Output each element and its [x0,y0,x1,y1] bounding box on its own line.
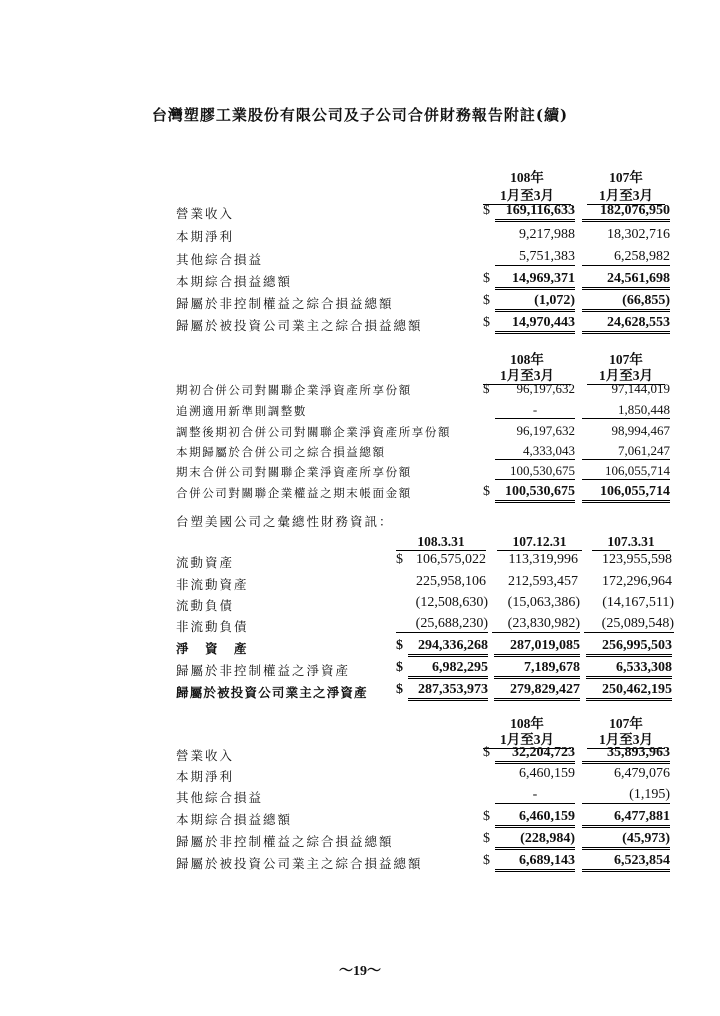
row-label: 期末合併公司對關聯企業淨資產所享份額 [176,465,412,479]
sec3-r2-c2: (15,063,386) [507,595,580,610]
sec1-r1-c1: 9,217,988 [519,227,575,242]
sec2-r5-c1: 100,530,675 [495,484,575,503]
sec4-r3-c1: 6,460,159 [495,809,575,828]
page-number: ～19～ [339,964,381,979]
sec3-intro: 台塑美國公司之彙總性財務資訊： [176,514,394,529]
dollar-sign: $ [396,552,403,567]
dollar-sign: $ [483,831,490,846]
row-label: 流動負債 [176,598,235,613]
row-label: 本期淨利 [176,229,235,244]
sec1-r5-c2: 24,628,553 [582,315,670,334]
row-label: 期初合併公司對關聯企業淨資產所享份額 [176,383,412,397]
sec3-r6-c2: 279,829,427 [494,682,580,701]
dollar-sign: $ [483,809,490,824]
sec1-r2-c1: 5,751,383 [495,249,575,266]
sec4-col2-period: 1月至3月 [587,728,665,749]
sec4-r2-c1: - [495,787,575,804]
row-label: 本期淨利 [176,769,235,784]
sec1-r2-c2: 6,258,982 [582,249,670,266]
dollar-sign: $ [483,484,490,499]
sec4-r2-c2: (1,195) [582,787,670,804]
sec1-r1-c2: 18,302,716 [607,227,670,242]
sec1-r0-c2: 182,076,950 [582,203,670,222]
sec4-r1-c2: 6,479,076 [614,766,670,781]
dollar-sign: $ [483,271,490,286]
sec4-r4-c1: (228,984) [495,831,575,850]
sec1-r5-c1: 14,970,443 [495,315,575,334]
dollar-sign: $ [483,853,490,868]
dollar-sign: $ [396,660,403,675]
dollar-sign: $ [483,315,490,330]
sec4-r0-c2: 35,893,963 [582,745,670,764]
sec2-r4-c2: 106,055,714 [582,463,670,480]
sec3-r1-c3: 172,296,964 [602,574,672,589]
sec2-r0-c2: 97,144,019 [611,381,670,396]
sec3-r0-c2: 113,319,996 [508,552,578,567]
sec3-r4-c2: 287,019,085 [494,638,580,657]
dollar-sign: $ [396,638,403,653]
row-label: 流動資產 [176,555,235,570]
sec3-r2-c1: (12,508,630) [415,595,488,610]
sec1-col1-period: 1月至3月 [483,184,571,205]
row-label: 調整後期初合併公司對關聯企業淨資產所享份額 [176,425,452,439]
sec3-r1-c2: 212,593,457 [508,574,578,589]
sec4-r1-c1: 6,460,159 [519,766,575,781]
sec2-col2-period: 1月至3月 [587,364,665,385]
sec1-r3-c1: 14,969,371 [495,271,575,290]
row-label: 本期綜合損益總額 [176,812,293,827]
dollar-sign: $ [483,293,490,308]
row-label: 歸屬於被投資公司業主之綜合損益總額 [176,856,423,871]
sec2-r2-c1: 96,197,632 [516,423,575,438]
sec3-r4-c1: 294,336,268 [408,638,488,657]
sec1-r0-c1: 169,116,633 [495,203,575,222]
row-label: 營業收入 [176,206,235,221]
sec1-col2-year: 107年 [609,170,643,185]
dollar-sign: $ [483,745,490,760]
row-label: 追溯適用新準則調整數 [176,404,307,418]
sec2-col2-year: 107年 [609,352,643,367]
sec3-col1-header: 108.3.31 [396,534,486,551]
sec3-r0-c1: 106,575,022 [416,552,486,567]
sec3-r3-c1: (25,688,230) [396,616,488,633]
sec4-col2-year: 107年 [609,716,643,731]
sec2-r3-c1: 4,333,043 [495,443,575,460]
sec4-r5-c2: 6,523,854 [582,853,670,872]
sec3-r2-c3: (14,167,511) [602,595,674,610]
row-label: 非流動負債 [176,619,249,634]
sec3-r0-c3: 123,955,598 [602,552,672,567]
sec3-r5-c1: 6,982,295 [408,660,488,679]
row-label: 非流動資產 [176,577,249,592]
page-title: 台灣塑膠工業股份有限公司及子公司合併財務報告附註(續) [151,106,569,124]
sec1-r3-c2: 24,561,698 [582,271,670,290]
sec3-r4-c3: 256,995,503 [586,638,672,657]
sec3-r1-c1: 225,958,106 [416,574,486,589]
sec2-col1-period: 1月至3月 [483,364,571,385]
sec3-r3-c2: (23,830,982) [492,616,580,633]
row-label: 歸屬於被投資公司業主之綜合損益總額 [176,318,423,333]
sec4-r4-c2: (45,973) [582,831,670,850]
sec4-col1-period: 1月至3月 [483,728,571,749]
sec2-r1-c1: - [495,402,575,419]
row-label: 其他綜合損益 [176,252,264,267]
sec2-r0-c1: 96,197,632 [516,381,575,396]
row-label: 淨 資 產 [176,641,249,656]
row-label: 營業收入 [176,748,235,763]
sec2-r4-c1: 100,530,675 [495,463,575,480]
sec2-r1-c2: 1,850,448 [582,402,670,419]
sec3-col3-header: 107.3.31 [592,534,670,551]
row-label: 歸屬於非控制權益之綜合損益總額 [176,834,394,849]
sec1-r4-c2: (66,855) [582,293,670,312]
sec1-col2-period: 1月至3月 [587,184,665,205]
row-label: 歸屬於非控制權益之淨資產 [176,663,351,678]
sec3-r5-c2: 7,189,678 [494,660,580,679]
row-label: 本期歸屬於合併公司之綜合損益總額 [176,445,386,459]
row-label: 其他綜合損益 [176,790,264,805]
sec2-col1-year: 108年 [510,352,544,367]
sec3-r6-c3: 250,462,195 [586,682,672,701]
row-label: 本期綜合損益總額 [176,274,293,289]
sec3-r6-c1: 287,353,973 [408,682,488,701]
row-label: 合併公司對關聯企業權益之期末帳面金額 [176,486,412,500]
sec3-col2-header: 107.12.31 [497,534,582,551]
sec4-r5-c1: 6,689,143 [495,853,575,872]
sec4-r3-c2: 6,477,881 [582,809,670,828]
row-label: 歸屬於被投資公司業主之淨資產 [176,685,368,700]
dollar-sign: $ [396,682,403,697]
sec1-r4-c1: (1,072) [495,293,575,312]
sec1-col1-year: 108年 [510,170,544,185]
sec4-r0-c1: 32,204,723 [495,745,575,764]
sec3-r3-c3: (25,089,548) [584,616,674,633]
dollar-sign: $ [483,381,490,396]
sec2-r5-c2: 106,055,714 [582,484,670,503]
sec4-col1-year: 108年 [510,716,544,731]
sec2-r2-c2: 98,994,467 [611,423,670,438]
row-label: 歸屬於非控制權益之綜合損益總額 [176,296,394,311]
sec2-r3-c2: 7,061,247 [582,443,670,460]
sec3-r5-c3: 6,533,308 [586,660,672,679]
dollar-sign: $ [483,203,490,218]
